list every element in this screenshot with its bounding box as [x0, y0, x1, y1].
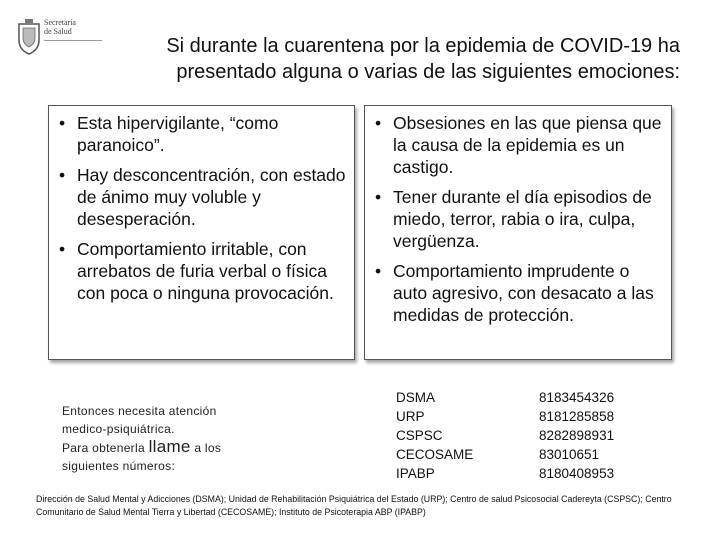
footer-legend: Dirección de Salud Mental y Adicciones (DSMA); Unidad de Rehabilitación Psiquiátrica del Estado (URP); Centro de salud Psicosocial Cadereyta (CSPSC); Centro Comunitario de Salud Mental Tierra y Libertad (CECOSAME); Instituto de Psicoterapia ABP (IPABP) — [36, 494, 672, 517]
contact-row — [396, 464, 696, 483]
contact-row — [396, 426, 696, 445]
note-line3-pre: Para obtenerla — [62, 441, 145, 455]
contact-number: 83010651 — [539, 447, 600, 462]
logo-name-line1: Secretaría — [44, 18, 76, 27]
coat-of-arms-icon — [16, 18, 42, 56]
logo-name-line2: de Salud — [44, 27, 72, 36]
note-line3-post: a los — [194, 441, 222, 455]
contact-abbr: CSPSC — [396, 428, 443, 443]
list-item: • Hay desconcentración, con estado de ánimo muy voluble y desesperación. — [57, 164, 348, 230]
contact-number: 8183454326 — [539, 390, 615, 405]
list-item: • Tener durante el día episodios de miedo, terror, rabia o ira, culpa, vergüenza. — [373, 186, 665, 252]
contact-row — [396, 388, 696, 407]
contact-abbr: CECOSAME — [396, 447, 474, 462]
contact-abbr: DSMA — [396, 390, 436, 405]
note-call-word: llame — [148, 437, 191, 456]
emotions-box-right — [364, 105, 672, 360]
list-item: • Esta hipervigilante, “como paranoico”. — [57, 112, 348, 156]
contact-list — [396, 388, 696, 483]
note-line2: medico-psiquiátrica. — [62, 422, 175, 436]
contact-row — [396, 407, 696, 426]
contact-abbr: URP — [396, 409, 425, 424]
logo-divider — [44, 40, 102, 41]
list-item: • Comportamiento imprudente o auto agresivo, con desacato a las medidas de protección. — [373, 260, 665, 326]
secretaria-salud-logo — [16, 16, 106, 62]
contact-number: 8180408953 — [539, 466, 615, 481]
note-line3 — [62, 438, 292, 457]
contact-row — [396, 445, 696, 464]
emotions-box-left — [48, 105, 355, 360]
logo-name — [44, 18, 104, 36]
contact-abbr: IPABP — [396, 466, 435, 481]
page-title: Si durante la cuarentena por la epidemia de COVID-19 ha presentado alguna o varias de las siguientes emociones: — [166, 35, 680, 83]
note-line4: siguientes números: — [62, 459, 176, 473]
contact-number: 8181285858 — [539, 409, 615, 424]
call-instructions — [62, 402, 292, 475]
list-item: • Obsesiones en las que piensa que la causa de la epidemia es un castigo. — [373, 112, 665, 178]
note-line1: Entonces necesita atención — [62, 404, 217, 418]
contact-number: 8282898931 — [539, 428, 615, 443]
list-item: • Comportamiento irritable, con arrebatos de furia verbal o física con poca o ninguna provocación. — [57, 238, 348, 304]
